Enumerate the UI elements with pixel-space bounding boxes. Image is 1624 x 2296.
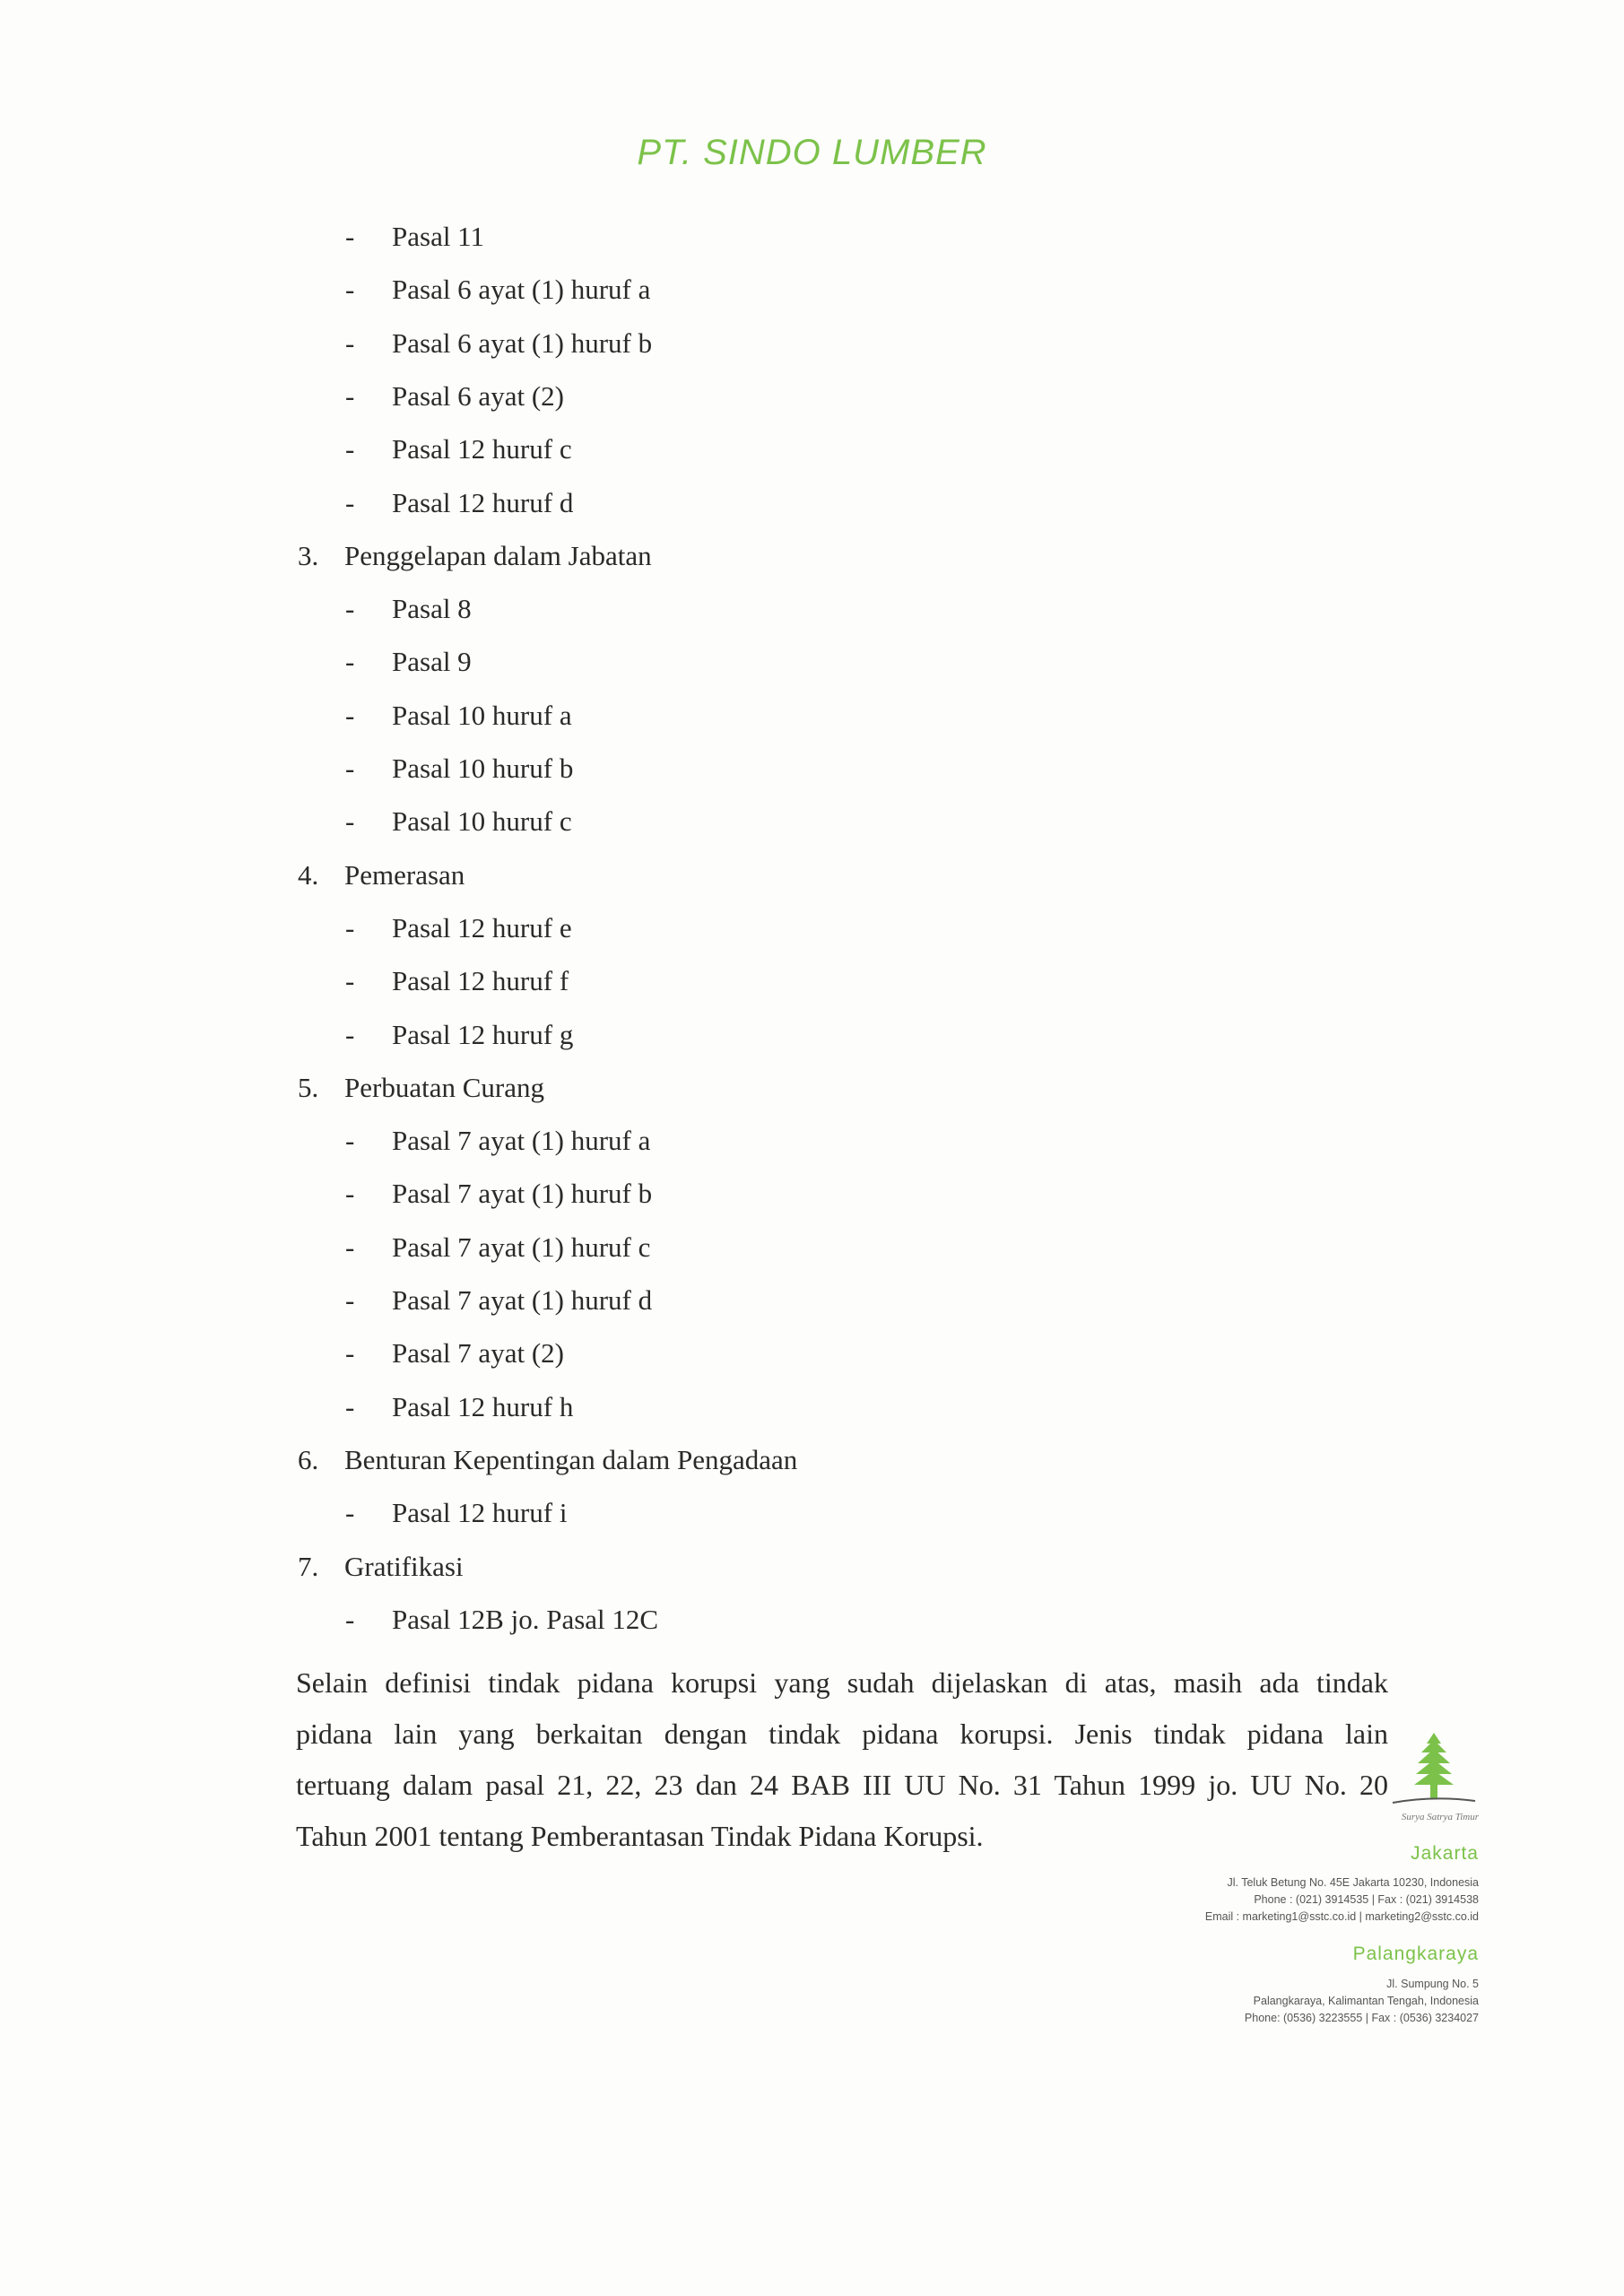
list-bullet: - [345, 486, 355, 518]
list-text: Pasal 7 ayat (1) huruf a [392, 1125, 651, 1157]
list-item [345, 644, 472, 680]
address-line: Email : marketing1@sstc.co.id | marketing2@sstc.co.id [1204, 1910, 1479, 1923]
address-line: Palangkaraya, Kalimantan Tengah, Indonesia [1253, 1995, 1479, 2007]
office-address-palangkaraya [1245, 1976, 1479, 2027]
list-text: Pemerasan [344, 858, 465, 891]
list-item [345, 591, 472, 627]
list-text: Pasal 12 huruf d [392, 486, 574, 518]
list-bullet: - [345, 593, 355, 625]
office-address-jakarta [1205, 1874, 1479, 1926]
list-bullet: - [345, 221, 355, 252]
list-item [345, 963, 569, 999]
list-bullet: - [345, 1018, 355, 1050]
paragraph-line: pidana lain yang berkaitan dengan tindak pidana korupsi. Jenis tindak pidana lain [296, 1718, 1388, 1750]
section-heading [298, 1549, 464, 1585]
list-text: Pasal 10 huruf a [392, 699, 572, 731]
list-text: Benturan Kepentingan dalam Pengadaan [344, 1443, 798, 1475]
list-bullet: - [345, 1497, 355, 1529]
list-bullet: - [345, 805, 355, 838]
list-item [345, 1283, 652, 1318]
list-text: Pasal 12 huruf e [392, 911, 572, 944]
list-number: 6. [298, 1443, 319, 1475]
list-number: 3. [298, 539, 319, 571]
address-line: Phone : (021) 3914535 | Fax : (021) 3914538 [1254, 1893, 1479, 1906]
list-item [345, 378, 564, 414]
list-item [345, 1123, 650, 1159]
list-text: Pasal 10 huruf b [392, 752, 574, 784]
list-item [345, 698, 572, 734]
list-text: Pasal 11 [392, 221, 485, 252]
list-number: 5. [298, 1071, 319, 1103]
list-item [345, 1335, 564, 1371]
list-item [345, 1602, 658, 1638]
list-bullet: - [345, 326, 355, 359]
list-bullet: - [345, 1603, 355, 1635]
section-heading [298, 1070, 544, 1106]
list-item [345, 219, 484, 255]
list-item [345, 272, 650, 308]
paragraph-line: Selain definisi tindak pidana korupsi yang sudah dijelaskan di atas, masih ada tindak [296, 1666, 1388, 1699]
list-number: 7. [298, 1550, 319, 1582]
list-text: Pasal 7 ayat (1) huruf d [392, 1284, 653, 1316]
list-text: Pasal 9 [392, 646, 472, 678]
list-text: Pasal 8 [392, 593, 472, 625]
list-item [345, 326, 652, 361]
list-item [345, 1495, 567, 1531]
list-bullet: - [345, 646, 355, 678]
list-bullet: - [345, 1178, 355, 1210]
list-bullet: - [345, 1390, 355, 1422]
list-text: Pasal 12B jo. Pasal 12C [392, 1603, 659, 1635]
section-heading [298, 857, 465, 893]
list-item [345, 1017, 573, 1053]
company-header: PT. SINDO LUMBER [637, 133, 987, 172]
list-item [345, 1230, 650, 1265]
list-bullet: - [345, 1284, 355, 1316]
list-item [345, 804, 572, 839]
list-text: Pasal 7 ayat (2) [392, 1337, 564, 1370]
address-line: Jl. Teluk Betung No. 45E Jakarta 10230, Indonesia [1227, 1876, 1479, 1889]
list-bullet: - [345, 1231, 355, 1263]
list-item [345, 1389, 573, 1425]
list-text: Pasal 10 huruf c [392, 805, 572, 838]
list-text: Pasal 12 huruf h [392, 1390, 574, 1422]
section-heading [298, 1442, 797, 1478]
list-bullet: - [345, 379, 355, 412]
logo-tagline: Surya Satrya Timur [1401, 1812, 1479, 1822]
list-bullet: - [345, 274, 355, 306]
list-bullet: - [345, 752, 355, 784]
address-line: Jl. Sumpung No. 5 [1386, 1978, 1479, 1990]
list-text: Pasal 6 ayat (2) [392, 379, 564, 412]
list-text: Pasal 6 ayat (1) huruf b [392, 326, 653, 359]
list-text: Pasal 12 huruf f [392, 965, 569, 997]
list-item [345, 910, 572, 946]
list-text: Pasal 7 ayat (1) huruf b [392, 1178, 653, 1210]
list-bullet: - [345, 911, 355, 944]
list-text: Perbuatan Curang [344, 1071, 544, 1103]
list-bullet: - [345, 1337, 355, 1370]
list-text: Pasal 12 huruf g [392, 1018, 574, 1050]
list-bullet: - [345, 1125, 355, 1157]
section-heading [298, 538, 652, 574]
list-text: Pasal 6 ayat (1) huruf a [392, 274, 651, 306]
list-item [345, 485, 573, 521]
list-text: Penggelapan dalam Jabatan [344, 539, 652, 571]
list-item [345, 751, 573, 787]
office-city-palangkaraya: Palangkaraya [1352, 1944, 1479, 1964]
list-text: Pasal 12 huruf i [392, 1497, 568, 1529]
paragraph-line: tertuang dalam pasal 21, 22, 23 dan 24 BAB III UU No. 31 Tahun 1999 jo. UU No. 20 [296, 1769, 1388, 1801]
list-item [345, 431, 572, 467]
paragraph-line: Tahun 2001 tentang Pemberantasan Tindak Pidana Korupsi. [296, 1820, 984, 1852]
address-line: Phone: (0536) 3223555 | Fax : (0536) 3234027 [1244, 2012, 1479, 2024]
list-number: 4. [298, 858, 319, 891]
list-text: Pasal 7 ayat (1) huruf c [392, 1231, 651, 1263]
list-item [345, 1176, 652, 1212]
office-city-jakarta: Jakarta [1411, 1843, 1479, 1864]
list-bullet: - [345, 699, 355, 731]
list-bullet: - [345, 965, 355, 997]
company-logo-icon [1389, 1729, 1479, 1812]
list-text: Pasal 12 huruf c [392, 433, 572, 465]
list-bullet: - [345, 433, 355, 465]
list-text: Gratifikasi [344, 1550, 464, 1582]
